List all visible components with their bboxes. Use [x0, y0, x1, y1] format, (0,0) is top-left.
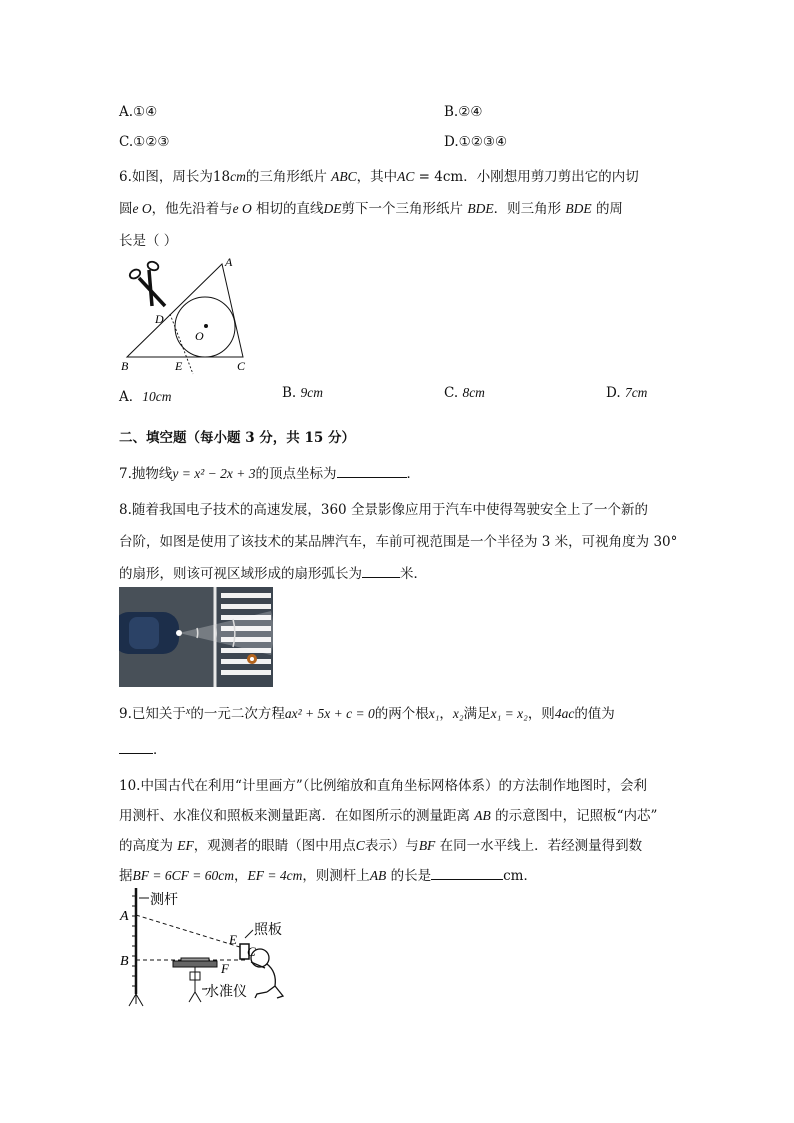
label-o: O: [195, 329, 204, 343]
label-e: E: [229, 932, 237, 947]
label-board: 照板: [254, 923, 282, 938]
q9-answer-blank: [119, 739, 153, 754]
center-o-dot: [204, 324, 208, 328]
label-b: B: [121, 359, 129, 373]
section-heading: 二、填空题（每小题 3 分，共 15 分）: [119, 430, 355, 446]
q6-line-1: 6.如图，周长为18cm的三角形纸片 ABC，其中AC = 4cm．小刚想用剪刀剪出它的内切: [119, 169, 639, 185]
q10-line-2: 用测杆、水准仪和照板来测量距离．在如图所示的测量距离 AB 的示意图中，记照板“内芯”: [119, 808, 658, 824]
q5-option-d: D.①②③④: [444, 134, 508, 150]
label-a: A: [225, 255, 233, 269]
triangle-abc: [127, 264, 243, 357]
q6-option-a: A．10cm: [119, 389, 172, 405]
sight-line-top: [136, 915, 243, 948]
q6-option-d: D. 7cm: [606, 385, 648, 401]
q5-option-a: A.①④: [119, 104, 158, 120]
q8-line-1: 8.随着我国电子技术的高速发展，360 全景影像应用于汽车中使得驾驶安全上了一个新的: [119, 502, 648, 518]
q8-line-2: 台阶，如图是使用了该技术的某品牌汽车，车前可视范围是一个半径为 3 米，可视角度为 30°: [119, 534, 678, 550]
q6-option-b: B. 9cm: [282, 385, 324, 401]
label-d: D: [155, 312, 164, 326]
label-f: F: [221, 961, 229, 976]
label-rod: 测杆: [150, 893, 178, 908]
q5-option-b: B.②④: [444, 104, 483, 120]
q10-measurement-figure: [117, 886, 297, 1016]
q9-answer-line: ．: [119, 738, 167, 758]
q8-car-photo: [119, 587, 273, 687]
label-c: C: [237, 359, 246, 373]
label-e: E: [175, 359, 183, 373]
q7-line: 7.抛物线y = x² − 2x + 3的顶点坐标为 ．: [119, 462, 420, 482]
label-level: 水准仪: [205, 985, 247, 1000]
q6-line-3: 长是（ ）: [119, 233, 178, 249]
label-c: C: [247, 944, 256, 959]
q10-line-3: 的高度为 EF，观测者的眼睛（图中用点C表示）与BF 在同一水平线上．若经测量得到数: [119, 838, 643, 854]
q6-line-2: 圆e O，他先沿着与e O 相切的直线DE剪下一个三角形纸片 BDE．则三角形 BDE 的周: [119, 201, 623, 217]
q5-option-c: C.①②③: [119, 134, 170, 150]
scissors-icon: [128, 260, 165, 306]
q8-answer-blank: [362, 563, 400, 578]
q9-line: 9.已知关于$^x$的一元二次方程ax² + 5x + c = 0的两个根x₁，x₂满足x₁ = x₂，则4ac的值为: [119, 706, 615, 722]
q10-line-1: 10.中国古代在利用“计里画方”（比例缩放和直角坐标网格体系）的方法制作地图时，会利: [119, 778, 648, 794]
q10-line-4: 据BF = 6CF = 60cm，EF = 4cm，则测杆上AB 的长是 cm．: [119, 864, 537, 884]
label-b: B: [120, 954, 129, 969]
q10-answer-blank: [431, 865, 503, 880]
q6-triangle-figure: [119, 254, 259, 376]
q8-line-3: 的扇形，则该可视区域形成的扇形弧长为 米．: [119, 562, 427, 582]
q7-answer-blank: [337, 463, 407, 478]
observer-figure: [251, 949, 283, 998]
q6-option-c: C. 8cm: [444, 385, 485, 401]
label-a: A: [120, 909, 129, 924]
